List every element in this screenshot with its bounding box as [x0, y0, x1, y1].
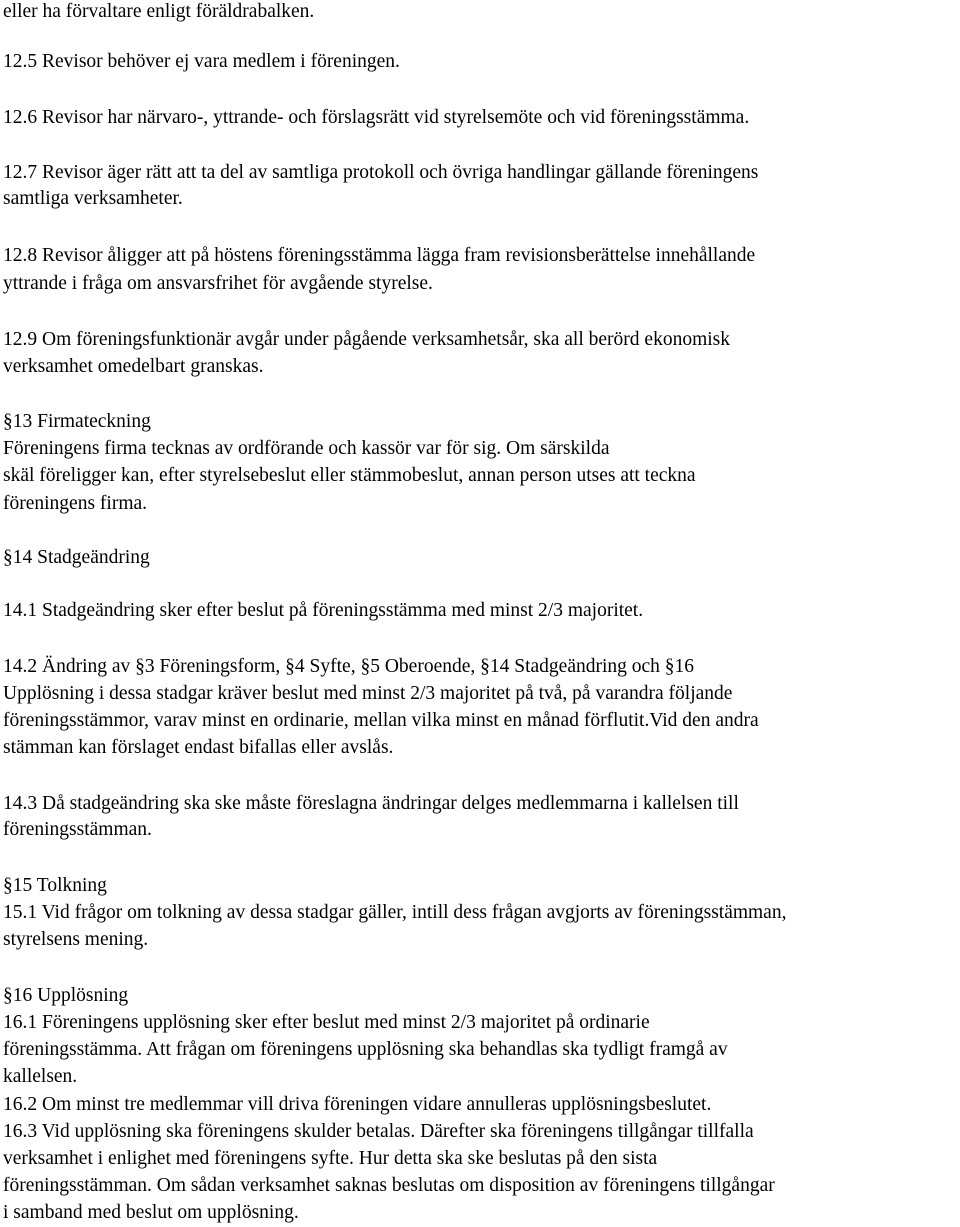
text-line: 16.1 Föreningens upplösning sker efter beslut med minst 2/3 majoritet på ordinarie [3, 1012, 650, 1033]
text-line: 14.3 Då stadgeändring ska ske måste föreslagna ändringar delges medlemmarna i kallelsen till [3, 793, 739, 814]
text-line: 14.1 Stadgeändring sker efter beslut på föreningsstämma med minst 2/3 majoritet. [3, 600, 644, 621]
text-line: i samband med beslut om upplösning. [3, 1202, 299, 1223]
text-line: föreningsstämmor, varav minst en ordinarie, mellan vilka minst en månad förflutit.Vid den andra [3, 710, 759, 731]
text-line: stämman kan förslaget endast bifallas eller avslås. [3, 737, 394, 758]
text-line: yttrande i fråga om ansvarsfrihet för avgående styrelse. [3, 273, 433, 294]
text-line: samtliga verksamheter. [3, 188, 183, 209]
text-line: 12.5 Revisor behöver ej vara medlem i föreningen. [3, 51, 400, 72]
text-line: 12.7 Revisor äger rätt att ta del av samtliga protokoll och övriga handlingar gällande föreningens [3, 162, 759, 183]
text-line: 15.1 Vid frågor om tolkning av dessa stadgar gäller, intill dess frågan avgjorts av föreningsstämman, [3, 902, 787, 923]
text-line: 12.6 Revisor har närvaro-, yttrande- och förslagsrätt vid styrelsemöte och vid föreningsstämma. [3, 107, 750, 128]
section-heading: §13 Firmateckning [3, 411, 151, 432]
text-line: verksamhet omedelbart granskas. [3, 356, 264, 377]
section-heading: §14 Stadgeändring [3, 547, 150, 568]
text-line: Upplösning i dessa stadgar kräver beslut med minst 2/3 majoritet på två, på varandra följande [3, 683, 733, 704]
text-line: 16.3 Vid upplösning ska föreningens skulder betalas. Därefter ska föreningens tillgångar tillfalla [3, 1121, 754, 1142]
text-line: 14.2 Ändring av §3 Föreningsform, §4 Syfte, §5 Oberoende, §14 Stadgeändring och §16 [3, 656, 695, 677]
text-line: verksamhet i enlighet med föreningens syfte. Hur detta ska ske beslutas på den sista [3, 1148, 658, 1169]
text-line: eller ha förvaltare enligt föräldrabalken. [3, 1, 315, 22]
text-line: 12.8 Revisor åligger att på höstens föreningsstämma lägga fram revisionsberättelse innehållande [3, 245, 756, 266]
text-line: föreningens firma. [3, 493, 148, 514]
text-line: föreningsstämman. [3, 819, 152, 840]
text-line: styrelsens mening. [3, 929, 149, 950]
text-line: föreningsstämman. Om sådan verksamhet saknas beslutas om disposition av föreningens tillgångar [3, 1175, 775, 1196]
text-line: Föreningens firma tecknas av ordförande och kassör var för sig. Om särskilda [3, 438, 610, 459]
text-line: kallelsen. [3, 1066, 78, 1087]
text-line: skäl föreligger kan, efter styrelsebeslut eller stämmobeslut, annan person utses att teckna [3, 465, 696, 486]
text-line: 12.9 Om föreningsfunktionär avgår under pågående verksamhetsår, ska all berörd ekonomisk [3, 329, 730, 350]
section-heading: §15 Tolkning [3, 875, 107, 896]
text-line: föreningsstämma. Att frågan om föreningens upplösning ska behandlas ska tydligt framgå av [3, 1039, 728, 1060]
section-heading: §16 Upplösning [3, 985, 129, 1006]
text-line: 16.2 Om minst tre medlemmar vill driva föreningen vidare annulleras upplösningsbeslutet. [3, 1094, 712, 1115]
